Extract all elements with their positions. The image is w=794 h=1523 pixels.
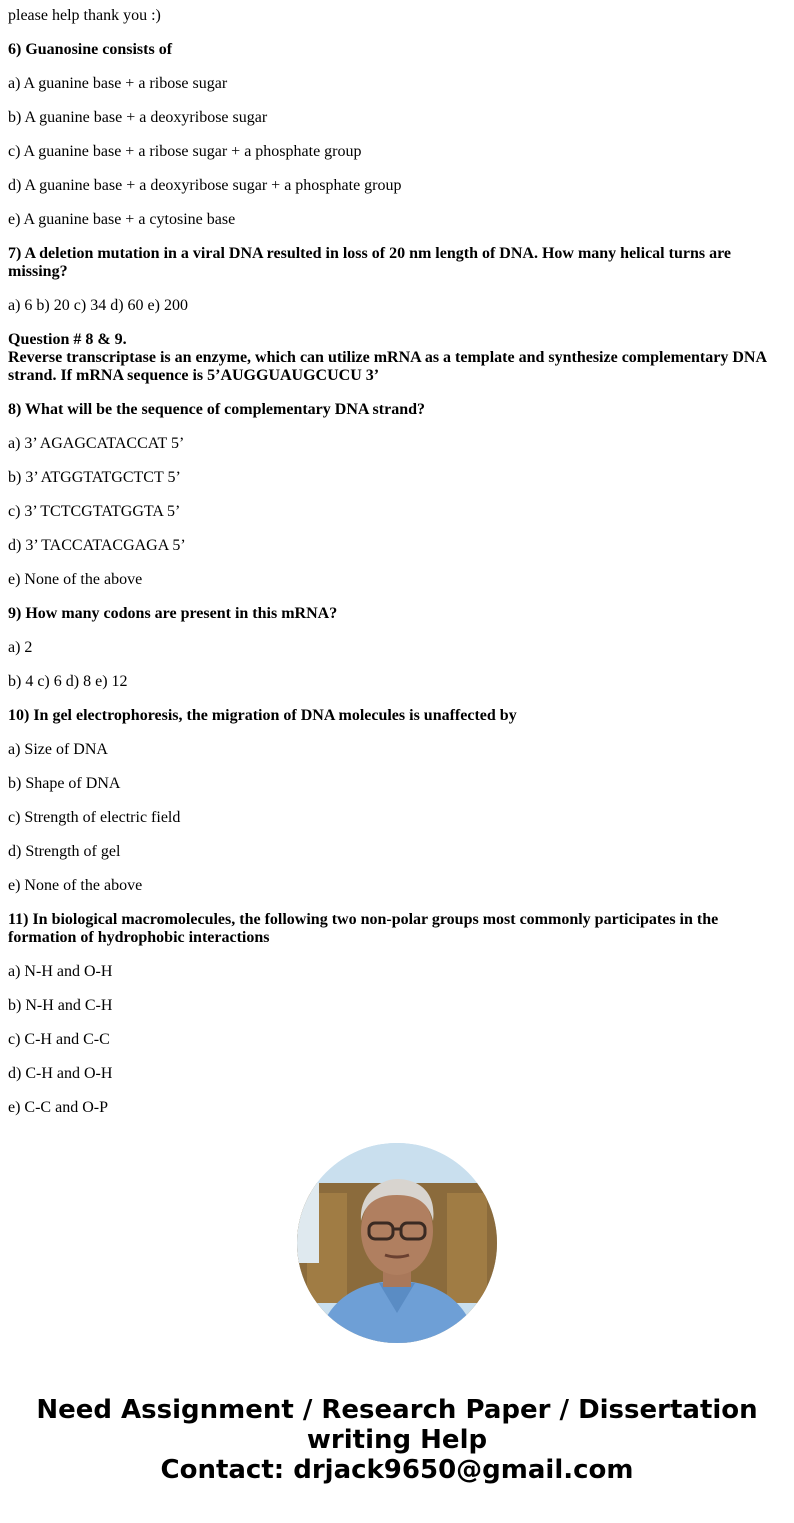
- question-7: 7) A deletion mutation in a viral DNA resulted in loss of 20 nm length of DNA. How many helical turns are missing?: [8, 245, 731, 280]
- q10-option-b: b) Shape of DNA: [8, 775, 121, 792]
- q10-option-a: a) Size of DNA: [8, 741, 108, 758]
- q6-option-b: b) A guanine base + a deoxyribose sugar: [8, 109, 268, 126]
- question-document: [0, 7, 794, 1117]
- promo-line-1: Need Assignment / Research Paper / Dissertation: [36, 1395, 758, 1425]
- q8-option-c: c) 3’ TCTCGTATGGTA 5’: [8, 503, 181, 520]
- tutor-avatar: [297, 1143, 497, 1343]
- q6-option-d: d) A guanine base + a deoxyribose sugar + a phosphate group: [8, 177, 402, 194]
- question-9: 9) How many codons are present in this mRNA?: [8, 605, 338, 622]
- q8-option-e: e) None of the above: [8, 571, 143, 588]
- question-8: 8) What will be the sequence of complementary DNA strand?: [8, 401, 426, 418]
- q9-options-b-e: b) 4 c) 6 d) 8 e) 12: [8, 673, 128, 690]
- q10-option-d: d) Strength of gel: [8, 843, 121, 860]
- tutor-avatar-container: [0, 1143, 794, 1343]
- question-8-9-stem: [8, 331, 786, 385]
- q10-option-c: c) Strength of electric field: [8, 809, 181, 826]
- q6-option-e: e) A guanine base + a cytosine base: [8, 211, 236, 228]
- question-11: 11) In biological macromolecules, the following two non-polar groups most commonly participates in the formation of hydrophobic interactions: [8, 911, 719, 946]
- q11-option-a: a) N-H and O-H: [8, 963, 113, 980]
- q11-option-c: c) C-H and C-C: [8, 1031, 110, 1048]
- q8-option-b: b) 3’ ATGGTATGCTCT 5’: [8, 469, 181, 486]
- q6-option-a: a) A guanine base + a ribose sugar: [8, 75, 228, 92]
- promo-banner: [0, 1395, 794, 1485]
- question-6: 6) Guanosine consists of: [8, 41, 173, 58]
- q8-option-d: d) 3’ TACCATACGAGA 5’: [8, 537, 186, 554]
- q10-option-e: e) None of the above: [8, 877, 143, 894]
- question-8-9-header: Question # 8 & 9.: [8, 331, 127, 348]
- question-8-9-description: Reverse transcriptase is an enzyme, which can utilize mRNA as a template and synthesize complementary DNA strand. If mRNA sequence is 5’AUGGUAUGCUCU 3’: [8, 349, 767, 384]
- q11-option-d: d) C-H and O-H: [8, 1065, 113, 1082]
- q6-option-c: c) A guanine base + a ribose sugar + a phosphate group: [8, 143, 362, 160]
- q11-option-b: b) N-H and C-H: [8, 997, 113, 1014]
- q11-option-e: e) C-C and O-P: [8, 1099, 108, 1116]
- intro-text: please help thank you :): [8, 7, 161, 24]
- q8-option-a: a) 3’ AGAGCATACCAT 5’: [8, 435, 185, 452]
- q9-option-a: a) 2: [8, 639, 33, 656]
- promo-line-2: writing Help: [306, 1425, 488, 1455]
- promo-contact[interactable]: Contact: drjack9650@gmail.com: [160, 1455, 634, 1485]
- question-10: 10) In gel electrophoresis, the migration of DNA molecules is unaffected by: [8, 707, 517, 724]
- q7-options: a) 6 b) 20 c) 34 d) 60 e) 200: [8, 297, 188, 314]
- person-photo-icon: [297, 1143, 497, 1343]
